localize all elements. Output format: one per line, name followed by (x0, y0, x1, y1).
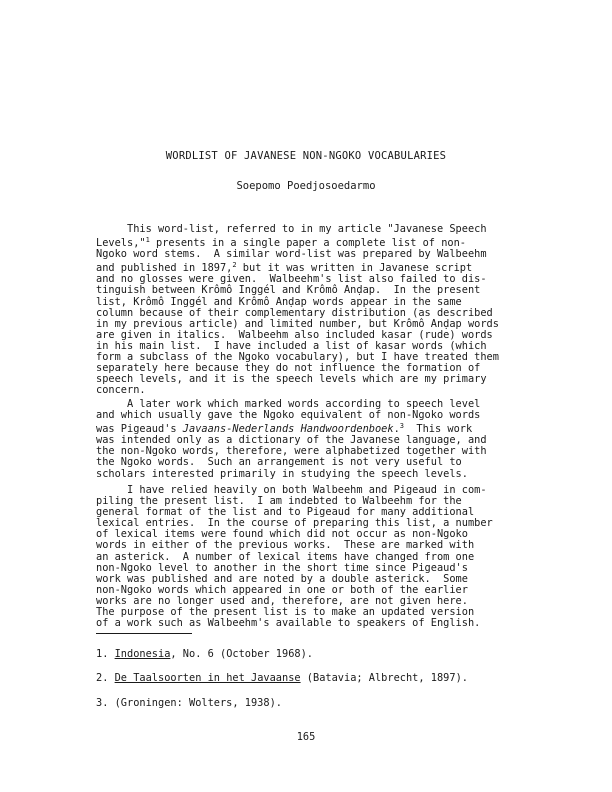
text-line: are given in italics. Walbeehm also included kasar (rude) words (96, 328, 493, 341)
text-line: This word-list, referred to in my article "Javanese Speech (96, 223, 487, 235)
page-number: 165 (296, 731, 316, 743)
footnote-ref-2: 2 (232, 261, 237, 270)
text-line: Levels," (96, 237, 146, 250)
text-line: and published in 1897, (96, 262, 233, 275)
footnote-ref-3: 3 (399, 422, 404, 431)
text-line: tinguish between Krômô Inggél and Krômô Anḍap. In the present (96, 284, 481, 297)
text-line: separately here because they do not influence the formation of (96, 362, 481, 375)
article-title: WORDLIST OF JAVANESE NON-NGOKO VOCABULARIES (165, 150, 447, 162)
footnote-text: (Batavia; Albrecht, 1897). (300, 672, 468, 684)
text-line: list, Krômô Inggél and Krômô Anḍap words appear in the same (96, 295, 462, 308)
text-line: scholars interested primarily in studying the speech levels. (96, 467, 468, 480)
text-line: of lexical items were found which did not occur as non-Ngoko (96, 528, 468, 541)
text-line: This work (404, 423, 473, 436)
footnote-3 (96, 697, 526, 709)
footnote-divider (96, 633, 192, 634)
text-line: was intended only as a dictionary of the Javanese language, and (96, 434, 487, 447)
text-line: general format of the list and to Pigeaud for many additional (96, 506, 475, 519)
footnote-number: 2. (96, 672, 115, 684)
text-line: of a work such as Walbeehm's available to speakers of English. (96, 617, 481, 630)
text-line: speech levels, and it is the speech levels which are my primary (96, 373, 487, 386)
text-line: but it was written in Javanese script (236, 262, 473, 275)
text-line: works are no longer used and, therefore, are not given here. (96, 594, 468, 607)
text-line: form a subclass of the Ngoko vocabulary), but I have treated them (96, 351, 499, 364)
text-line: work was published and are noted by a double asterick. Some (96, 572, 468, 585)
footnote-number: 1. (96, 648, 115, 660)
text-line: I have relied heavily on both Walbeehm and Pigeaud in com- (96, 484, 487, 496)
footnote-1 (96, 648, 526, 660)
text-line: non-Ngoko level to another in the short time since Pigeaud's (96, 561, 468, 574)
text-line: Ngoko word stems. A similar word-list was prepared by Walbeehm (96, 248, 487, 261)
text-line: presents in a single paper a complete list of non- (149, 237, 466, 250)
footnote-text: , No. 6 (October 1968). (170, 648, 313, 660)
book-title-italic: Javaans-Nederlands Handwoordenboek (182, 423, 394, 436)
footnote-2 (96, 672, 526, 684)
footnote-ref-1: 1 (145, 236, 150, 245)
footnote-title: Indonesia (114, 648, 171, 660)
text-line: lexical entries. In the course of preparing this list, a number (96, 517, 493, 530)
text-line: A later work which marked words according to speech level (96, 398, 481, 410)
text-line: was Pigeaud's (96, 423, 183, 436)
text-line: non-Ngoko words which appeared in one or both of the earlier (96, 583, 468, 596)
text-line: an asterick. A number of lexical items have changed from one (96, 550, 475, 563)
footnote-title: De Taalsoorten in het Javaanse (114, 672, 301, 684)
author-name: Soepomo Poedjosoedarmo (236, 180, 376, 192)
text-line: piling the present list. I am indebted to Walbeehm for the (96, 495, 462, 508)
footnote-text: 3. (Groningen: Wolters, 1938). (96, 697, 282, 709)
text-line: the Ngoko words. Such an arrangement is not very useful to (96, 456, 462, 469)
paragraph-1 (96, 224, 526, 396)
text-line: in my previous article) and limited number, but Krômô Anḍap words (96, 317, 499, 330)
paragraph-2 (96, 399, 526, 480)
text-line: and no glosses were given. Walbeehm's list also failed to dis- (96, 273, 487, 286)
text-line: concern. (96, 384, 146, 397)
text-line: the non-Ngoko words, therefore, were alphabetized together with (96, 445, 487, 458)
text-line: column because of their complementary distribution (as described (96, 306, 493, 319)
text-line: The purpose of the present list is to make an updated version (96, 606, 475, 619)
text-line: words in either of the previous works. These are marked with (96, 539, 475, 552)
text-line: . (393, 423, 400, 436)
text-line: and which usually gave the Ngoko equivalent of non-Ngoko words (96, 409, 481, 422)
text-line: in his main list. I have included a list of kasar words (which (96, 339, 487, 352)
paragraph-3 (96, 485, 526, 629)
